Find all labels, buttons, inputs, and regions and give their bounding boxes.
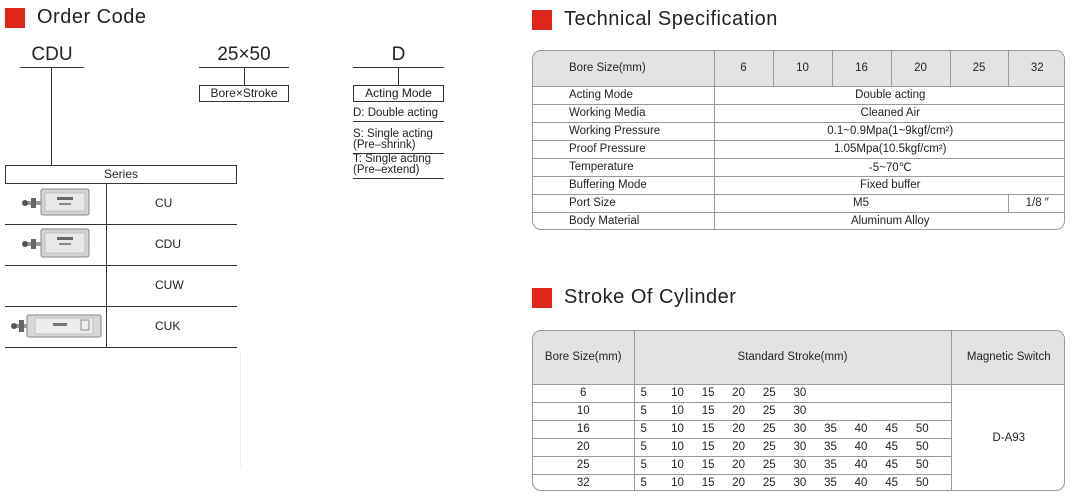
series-name: CUK	[155, 319, 181, 333]
stroke-value: 30	[793, 387, 807, 399]
stroke-value: 40	[854, 423, 868, 435]
acting-option-text: D: Double acting	[353, 107, 439, 119]
stroke-value: 25	[762, 441, 776, 453]
spec-label: Buffering Mode	[533, 176, 714, 194]
stroke-values	[634, 420, 951, 438]
stroke-value: 10	[671, 423, 684, 435]
stroke-values	[634, 402, 951, 420]
stroke-value: 20	[732, 441, 746, 453]
red-square-icon	[532, 10, 552, 30]
spec-value: 1.05Mpa(10.5kgf/cm²)	[714, 140, 1065, 158]
stroke-value: 35	[824, 477, 837, 490]
tech-spec-table	[532, 50, 1065, 230]
stroke-value: 20	[732, 423, 746, 435]
spec-row	[533, 86, 1065, 104]
spec-value: 1/8 ″	[1008, 194, 1065, 212]
stroke-value: 10	[671, 477, 684, 490]
bore-size-header: Bore Size(mm)	[533, 51, 714, 86]
model-connector	[51, 67, 52, 165]
stroke-bore: 6	[533, 384, 634, 402]
spec-label: Working Pressure	[533, 122, 714, 140]
stroke-values	[634, 438, 951, 456]
model-underline	[20, 67, 84, 68]
stroke-value: 5	[640, 441, 647, 453]
cylinder-cdu-icon	[5, 225, 106, 265]
spec-header-row	[533, 51, 1065, 86]
stroke-bore: 10	[533, 402, 634, 420]
spec-value: Fixed buffer	[714, 176, 1065, 194]
stroke-value: 50	[915, 477, 929, 490]
series-row-cuw	[5, 266, 237, 307]
stroke-value: 10	[671, 459, 684, 471]
bore-size-header: Bore Size(mm)	[533, 331, 634, 384]
bore-col: 32	[1008, 51, 1065, 86]
spec-row	[533, 194, 1065, 212]
stroke-value: 15	[701, 387, 715, 399]
stroke-value: 15	[701, 405, 715, 417]
bore-col: 20	[891, 51, 950, 86]
acting-mode-label: Acting Mode	[353, 85, 444, 102]
spec-label: Acting Mode	[533, 86, 714, 104]
red-square-icon	[5, 8, 25, 28]
stroke-bore: 20	[533, 438, 634, 456]
series-row-cu	[5, 184, 237, 225]
spec-row	[533, 212, 1065, 230]
spec-value: M5	[714, 194, 1008, 212]
spec-value: 0.1~0.9Mpa(1~9kgf/cm²)	[714, 122, 1065, 140]
stroke-bore: 32	[533, 474, 634, 491]
stroke-value: 25	[762, 423, 776, 435]
standard-stroke-header: Standard Stroke(mm)	[634, 331, 951, 384]
bore-col: 16	[832, 51, 891, 86]
stroke-value: 35	[824, 423, 837, 435]
stroke-value: 45	[885, 441, 899, 453]
stroke-value: 30	[793, 405, 807, 417]
stroke-value: 5	[640, 405, 647, 417]
stroke-value: 20	[732, 477, 746, 490]
stroke-bore: 25	[533, 456, 634, 474]
stroke-value: 50	[915, 459, 929, 471]
stroke-value: 40	[854, 477, 868, 490]
stroke-value: 50	[915, 441, 929, 453]
stroke-value: 15	[701, 423, 715, 435]
stroke-value: 15	[701, 459, 715, 471]
bore-stroke-label: Bore×Stroke	[199, 85, 289, 102]
spec-label: Temperature	[533, 158, 714, 176]
spec-label: Proof Pressure	[533, 140, 714, 158]
stroke-value: 25	[762, 405, 776, 417]
stroke-value: 40	[854, 459, 868, 471]
magnetic-switch-value: D-A93	[951, 384, 1065, 491]
stroke-value: 5	[640, 387, 647, 399]
cylinder-cuk-icon	[5, 307, 106, 347]
stroke-value: 45	[885, 459, 899, 471]
stroke-heading: Stroke Of Cylinder	[532, 286, 736, 309]
series-row-cuk	[5, 307, 237, 348]
acting-option-text: T: Single acting	[353, 153, 431, 165]
stroke-value: 15	[701, 477, 715, 490]
magnetic-switch-header: Magnetic Switch	[951, 331, 1065, 384]
stroke-value: 50	[915, 423, 929, 435]
series-name: CU	[155, 196, 173, 210]
acting-option-t	[353, 154, 444, 179]
stroke-value: 5	[640, 423, 647, 435]
stroke-value: 30	[793, 459, 807, 471]
order-code-heading: Order Code	[5, 6, 147, 29]
spec-label: Port Size	[533, 194, 714, 212]
stroke-value: 10	[671, 387, 684, 399]
acting-option-text: S: Single acting	[353, 128, 433, 140]
acting-option-note: (Pre–shrink)	[353, 139, 416, 151]
stroke-value: 15	[701, 441, 715, 453]
series-name: CUW	[155, 278, 184, 292]
stroke-table	[532, 330, 1065, 491]
stroke-value: 35	[824, 441, 837, 453]
red-square-icon	[532, 288, 552, 308]
stroke-row	[533, 384, 1065, 402]
spec-row	[533, 158, 1065, 176]
acting-option-s	[353, 129, 444, 154]
page-divider	[240, 350, 241, 468]
stroke-value: 10	[671, 405, 684, 417]
stroke-values	[634, 456, 951, 474]
stroke-value: 20	[732, 387, 746, 399]
size-code: 25×50	[217, 44, 271, 65]
spec-label: Body Material	[533, 212, 714, 230]
stroke-value: 5	[640, 459, 647, 471]
stroke-value: 20	[732, 405, 746, 417]
spec-value: Cleaned Air	[714, 104, 1065, 122]
stroke-value: 30	[793, 423, 807, 435]
acting-option-d	[353, 108, 444, 122]
bore-col: 10	[773, 51, 832, 86]
model-code: CDU	[31, 44, 73, 65]
tech-spec-heading: Technical Specification	[532, 8, 778, 31]
bore-col: 25	[950, 51, 1008, 86]
stroke-values	[634, 474, 951, 491]
spec-row	[533, 176, 1065, 194]
size-connector	[244, 67, 245, 85]
spec-value: Aluminum Alloy	[714, 212, 1065, 230]
mode-connector	[398, 67, 399, 85]
stroke-value: 20	[732, 459, 746, 471]
spec-value: Double acting	[714, 86, 1065, 104]
series-header: Series	[5, 165, 237, 184]
spec-row	[533, 140, 1065, 158]
spec-value: -5~70℃	[714, 158, 1065, 176]
stroke-value: 10	[671, 441, 684, 453]
cylinder-cu-icon	[5, 184, 106, 224]
stroke-values	[634, 384, 951, 402]
stroke-value: 35	[824, 459, 837, 471]
spec-row	[533, 104, 1065, 122]
stroke-value: 25	[762, 459, 776, 471]
acting-option-note: (Pre–extend)	[353, 164, 420, 176]
stroke-value: 5	[640, 477, 647, 490]
series-name: CDU	[155, 237, 181, 251]
stroke-value: 30	[793, 441, 807, 453]
mode-code: D	[391, 44, 406, 65]
stroke-value: 25	[762, 477, 776, 490]
stroke-value: 45	[885, 477, 899, 490]
bore-col: 6	[714, 51, 773, 86]
spec-label: Working Media	[533, 104, 714, 122]
stroke-bore: 16	[533, 420, 634, 438]
spec-row	[533, 122, 1065, 140]
stroke-header-row	[533, 331, 1065, 384]
stroke-value: 45	[885, 423, 899, 435]
stroke-value: 25	[762, 387, 776, 399]
stroke-value: 40	[854, 441, 868, 453]
series-row-cdu	[5, 225, 237, 266]
stroke-value: 30	[793, 477, 807, 490]
